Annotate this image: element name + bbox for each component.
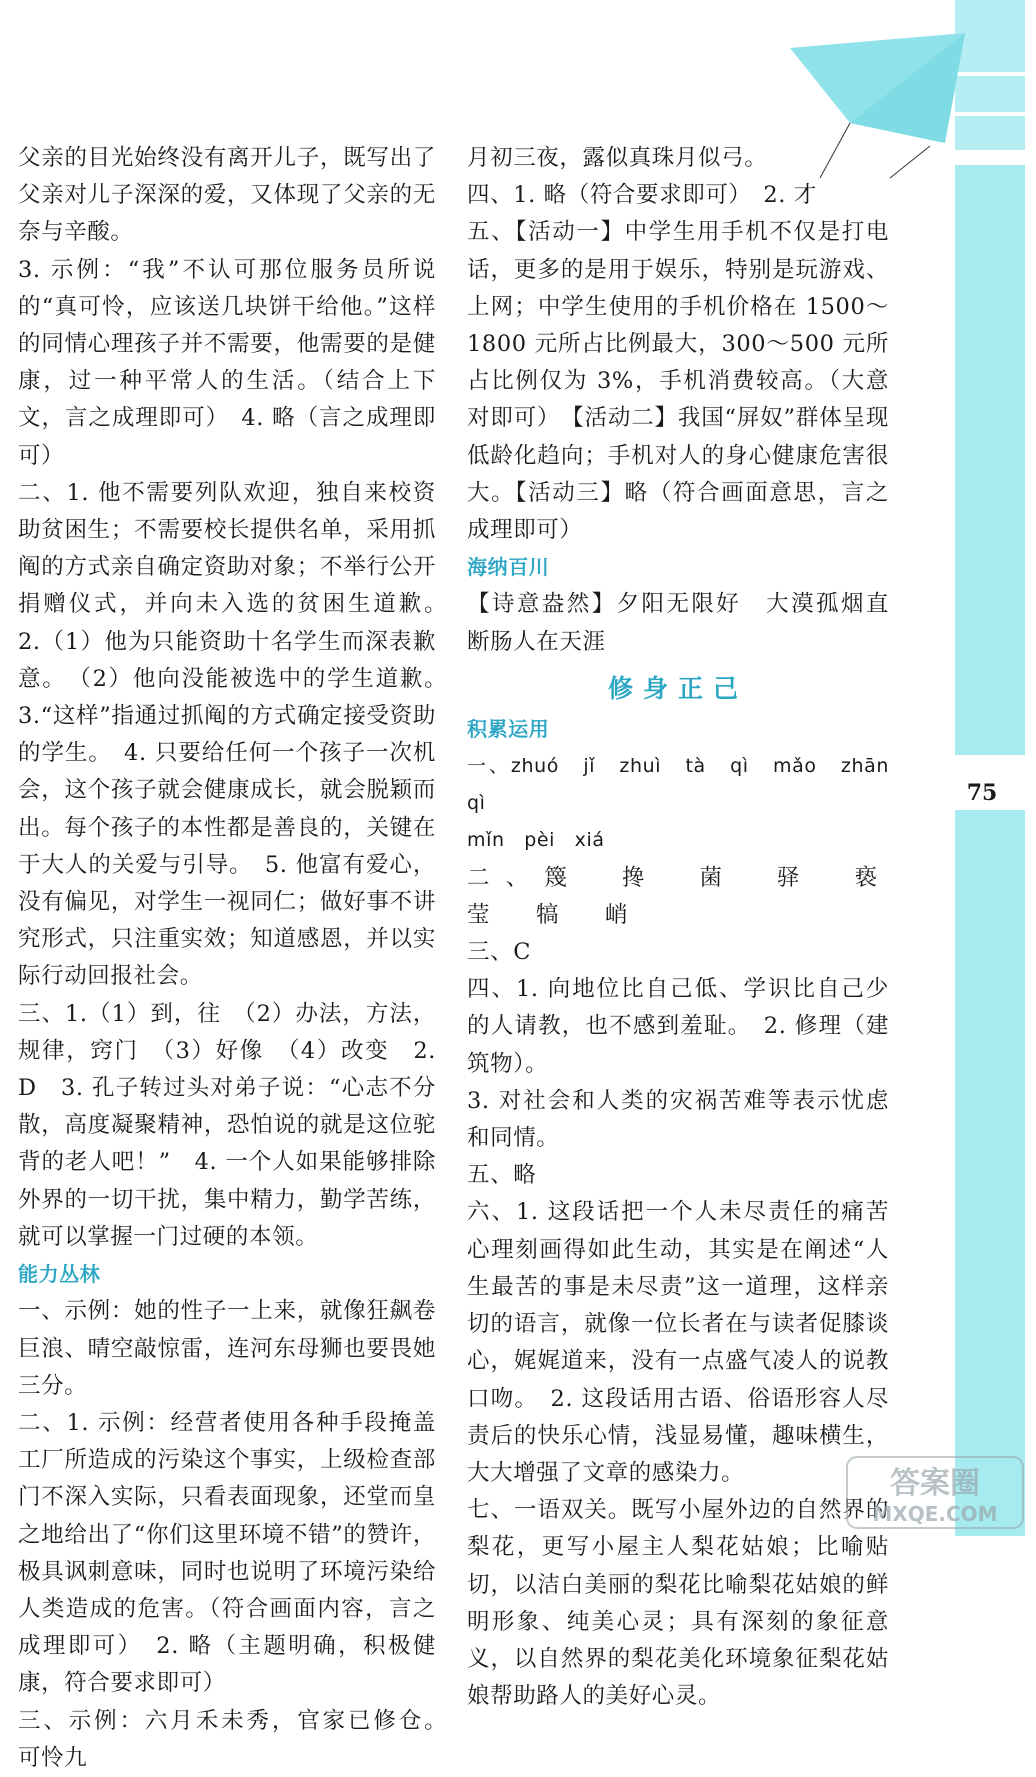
answer-paragraph: 一、示例：她的性子一上来，就像狂飙卷巨浪、晴空敲惊雷，连河东母狮也要畏她三分。: [18, 1298, 436, 1399]
answer-paragraph: 二、1. 示例：经营者使用各种手段掩盖工厂所造成的污染这个事实，上级检查部门不深入实际，只看表面现象，还堂而皇之地给出了“你们这里环境不错”的赞许，极具讽刺意味，同时也说明了环境污染给人类造成的危害。（符合画面内容，言之成理即可） 2. 略（主题明确，积极健康，符合要求即可）: [18, 1409, 436, 1697]
section-heading: 积累运用: [467, 716, 550, 741]
answer-paragraph: 三、示例：六月禾未秀，官家已修仓。 可怜九: [18, 1707, 460, 1771]
answer-paragraph: 【诗意盎然】夕阳无限好 大漠孤烟直 断肠人在天涯: [467, 591, 913, 655]
answer-paragraph: 五、略: [467, 1162, 537, 1189]
answer-paragraph: 3. 对社会和人类的灾祸苦难等表示忧虑和同情。: [467, 1087, 889, 1152]
watermark-logo: [845, 1455, 1025, 1530]
answer-paragraph: 七、一语双关。既写小屋外边的自然界的梨花，更写小屋主人梨花姑娘；比喻贴切，以洁白美丽的梨花比喻梨花姑娘的鲜明形象、纯美心灵；具有深刻的象征意义，以自然界的梨花美化环境象征梨花姑娘帮助路人的美好心灵。: [467, 1497, 889, 1710]
answer-paragraph: 四、1. 向地位比自己低、学识比自己少的人请教，也不感到羞耻。 2. 修理（建筑物）。: [467, 976, 889, 1077]
section-heading: 海纳百川: [467, 555, 550, 580]
answer-paragraph: 五、【活动一】中学生用手机不仅是打电话，更多的是用于娱乐，特别是玩游戏、上网；中学生使用的手机价格在 1500～1800 元所占比例最大，300～500 元所占比例仅为 3%，手机消费较高。（大意对即可） 【活动二】我国“屏奴”群体呈现低龄化趋向；手机对人的身心健康危害很大。【活动三】略（符合画面意思，言之成理即可）: [467, 219, 889, 544]
answer-paragraph: 四、1. 略（符合要求即可） 2. 才: [467, 182, 817, 209]
pinyin-line: 一、zhuó jǐ zhuì tà qì mǎo zhān qì: [467, 755, 909, 815]
strip-segment: [955, 165, 1025, 755]
answer-paragraph: 3. 示例：“我”不认可那位服务员所说的“真可怜，应该送几块饼干给他。”这样的同情心理孩子并不需要，他需要的是健康，过一种平常人的生活。（结合上下文，言之成理即可） 4. 略（言之成理即可）: [18, 256, 436, 469]
answer-paragraph: 二、1. 他不需要列队欢迎，独自来校资助贫困生；不需要校长提供名单，采用抓阄的方式亲自确定资助对象；不举行公开捐赠仪式，并向未入选的贫困生道歉。 2.（1）他为只能资助十名学生而深表歉意。 （2）他向没能被选中的学生道歉。 3.“这样”指通过抓阄的方式确定接受资助的学生。 4. 只要给任何一个孩子一次机会，这个孩子就会健康成长，就会脱颖而出。每个孩子的本性都是善良的，关键在于大人的关爱与引导。 5. 他富有爱心，没有偏见，对学生一视同仁；做好事不讲究形式，只注重实效；知道感恩，并以实际行动回报社会。: [18, 479, 460, 990]
svg-text:答案圈: 答案圈: [890, 1466, 980, 1501]
strip-segment: [955, 810, 1025, 1536]
answer-paragraph: 父亲的目光始终没有离开儿子，既写出了父亲对儿子深深的爱，又体现了父亲的无奈与辛酸。: [18, 145, 436, 246]
pinyin-line: mǐn pèi xiá: [467, 829, 605, 852]
answer-paragraph: 六、1. 这段话把一个人未尽责任的痛苦心理刻画得如此生动，其实是在阐述“人生最苦的事是未尽责”这一道理，这样亲切的语言，就像一位长者在与读者促膝谈心，娓娓道来，没有一点盛气凌人的说教口吻。 2. 这段话用古语、俗语形容人尽责后的快乐心情，浅显易懂，趣味横生，大大增强了文章的感染力。: [467, 1199, 889, 1486]
side-strip: [955, 0, 1025, 1536]
answer-paragraph: 二、篾 搀 菌 驿 亵 莹 犒 峭: [467, 864, 924, 928]
page-number: 75: [966, 780, 998, 806]
svg-text:MXQE.COM: MXQE.COM: [872, 1502, 998, 1526]
left-column: [18, 140, 460, 1777]
answer-paragraph: 三、C: [467, 939, 532, 966]
chapter-title: 修身正己: [607, 673, 748, 703]
right-column: [467, 140, 924, 1715]
answer-paragraph: 三、1.（1）到，往 （2）办法，方法，规律，窍门 （3）好像 （4）改变 2. D 3. 孔子转过头对弟子说：“心志不分散，高度凝聚精神，恐怕说的就是这位驼背的老人吧！” 4. 一个人如果能够排除外界的一切干扰，集中精力，勤学苦练，就可以掌握一门过硬的本领。: [18, 1000, 436, 1250]
section-heading: 能力丛林: [18, 1262, 101, 1287]
answer-paragraph: 月初三夜，露似真珠月似弓。: [467, 145, 768, 171]
